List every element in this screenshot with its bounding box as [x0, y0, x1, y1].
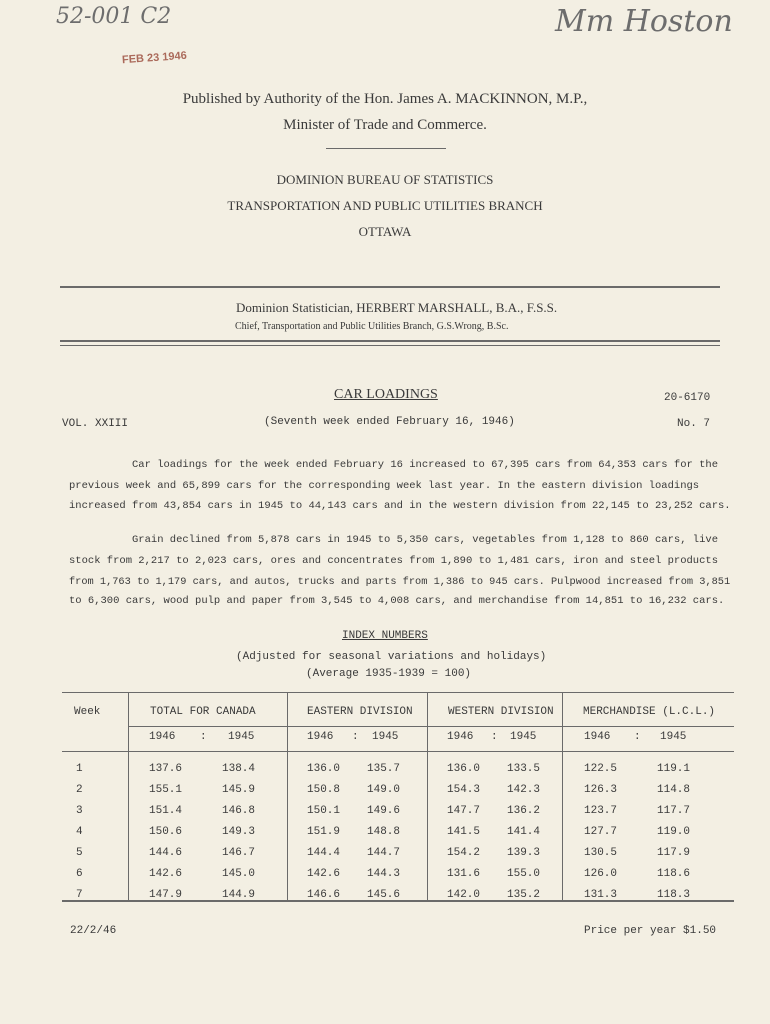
- index-value-cell: 135.7: [367, 763, 401, 775]
- index-value-cell: 136.0: [447, 763, 481, 775]
- table-subhead-rule-1: [129, 726, 287, 727]
- year-1946-merchandise: 1946: [584, 731, 611, 743]
- index-value-cell: 146.8: [222, 805, 256, 817]
- index-value-cell: 148.8: [367, 826, 401, 838]
- year-1946-western: 1946: [447, 731, 474, 743]
- index-value-cell: 142.3: [507, 784, 541, 796]
- index-value-cell: 119.1: [657, 763, 691, 775]
- table-col-rule-1: [128, 693, 129, 900]
- index-value-cell: 150.1: [307, 805, 341, 817]
- week-number-cell: 2: [76, 784, 83, 796]
- minister-line: Minister of Trade and Commerce.: [283, 117, 487, 133]
- week-number-cell: 1: [76, 763, 83, 775]
- year-1945-western: 1945: [510, 731, 537, 743]
- week-number-cell: 7: [76, 889, 83, 901]
- year-1945-total: 1945: [228, 731, 255, 743]
- footer-price: Price per year $1.50: [584, 925, 717, 937]
- index-value-cell: 146.7: [222, 847, 256, 859]
- index-value-cell: 130.5: [584, 847, 618, 859]
- paragraph2-line4: to 6,300 cars, wood pulp and paper from 3,545 to 4,008 cars, and merchandise from 14,851 to 16,232 cars.: [69, 595, 725, 607]
- table-top-rule: [62, 692, 734, 693]
- index-value-cell: 118.3: [657, 889, 691, 901]
- col-header-total-canada: TOTAL FOR CANADA: [150, 706, 256, 718]
- index-value-cell: 147.7: [447, 805, 481, 817]
- index-value-cell: 142.6: [307, 868, 341, 880]
- city-name: OTTAWA: [358, 224, 412, 239]
- report-subtitle: (Seventh week ended February 16, 1946): [264, 416, 515, 428]
- issue-number: No. 7: [677, 418, 711, 430]
- index-value-cell: 126.3: [584, 784, 618, 796]
- year-1945-eastern: 1945: [372, 731, 399, 743]
- report-title: CAR LOADINGS: [334, 387, 438, 402]
- sep-western: :: [491, 731, 498, 743]
- index-value-cell: 138.4: [222, 763, 256, 775]
- index-value-cell: 133.5: [507, 763, 541, 775]
- paragraph1-line1: Car loadings for the week ended February 16 increased to 67,395 cars from 64,353 cars for the: [132, 459, 718, 471]
- index-value-cell: 150.8: [307, 784, 341, 796]
- index-value-cell: 127.7: [584, 826, 618, 838]
- index-value-cell: 137.6: [149, 763, 183, 775]
- statistician-line: Dominion Statistician, HERBERT MARSHALL, B.A., F.S.S.: [236, 300, 558, 315]
- table-col-rule-3: [427, 693, 428, 900]
- paragraph1-line3: increased from 43,854 cars in 1945 to 44,143 cars and in the western division from 22,145 to 23,252 cars.: [69, 500, 731, 512]
- index-value-cell: 135.2: [507, 889, 541, 901]
- chief-line: Chief, Transportation and Public Utilities Branch, G.S.Wrong, B.Sc.: [235, 321, 509, 332]
- footer-date: 22/2/46: [70, 925, 117, 937]
- index-value-cell: 136.2: [507, 805, 541, 817]
- col-header-eastern: EASTERN DIVISION: [307, 706, 413, 718]
- index-value-cell: 155.1: [149, 784, 183, 796]
- double-rule-bottom: [60, 345, 720, 346]
- bureau-name: DOMINION BUREAU OF STATISTICS: [276, 172, 494, 187]
- week-number-cell: 4: [76, 826, 83, 838]
- signature-handwriting: Mm Hoston: [555, 4, 733, 39]
- report-code: 20-6170: [664, 392, 711, 404]
- index-value-cell: 145.6: [367, 889, 401, 901]
- index-value-cell: 126.0: [584, 868, 618, 880]
- sep-eastern: :: [352, 731, 359, 743]
- index-value-cell: 122.5: [584, 763, 618, 775]
- index-value-cell: 151.9: [307, 826, 341, 838]
- index-value-cell: 149.0: [367, 784, 401, 796]
- published-by-line: Published by Authority of the Hon. James A. MACKINNON, M.P.,: [182, 91, 588, 107]
- header-divider: [326, 148, 446, 149]
- paragraph2-line2: stock from 2,217 to 2,023 cars, ores and concentrates from 1,890 to 1,481 cars, iron and steel products: [69, 555, 719, 567]
- week-number-cell: 3: [76, 805, 83, 817]
- sep-total: :: [200, 731, 207, 743]
- index-value-cell: 144.6: [149, 847, 183, 859]
- col-header-week: Week: [74, 706, 101, 718]
- week-number-cell: 5: [76, 847, 83, 859]
- index-value-cell: 146.6: [307, 889, 341, 901]
- year-1945-merchandise: 1945: [660, 731, 687, 743]
- index-value-cell: 139.3: [507, 847, 541, 859]
- index-value-cell: 144.7: [367, 847, 401, 859]
- index-value-cell: 117.7: [657, 805, 691, 817]
- table-col-rule-2: [287, 693, 288, 900]
- index-heading: INDEX NUMBERS: [342, 630, 428, 642]
- catalog-handwriting: 52-001 C2: [56, 4, 172, 29]
- index-value-cell: 142.0: [447, 889, 481, 901]
- paragraph2-line1: Grain declined from 5,878 cars in 1945 to 5,350 cars, vegetables from 1,128 to 860 cars, live: [132, 534, 718, 546]
- index-value-cell: 141.4: [507, 826, 541, 838]
- index-value-cell: 136.0: [307, 763, 341, 775]
- index-value-cell: 131.6: [447, 868, 481, 880]
- paragraph2-line3: from 1,763 to 1,179 cars, and autos, trucks and parts from 1,386 to 945 cars. Pulpwood increased from 3,851: [69, 576, 731, 588]
- volume-label: VOL. XXIII: [62, 418, 129, 430]
- top-rule: [60, 286, 720, 288]
- col-header-western: WESTERN DIVISION: [448, 706, 554, 718]
- index-value-cell: 145.9: [222, 784, 256, 796]
- index-value-cell: 144.3: [367, 868, 401, 880]
- table-subhead-rule-4: [563, 726, 734, 727]
- index-value-cell: 144.4: [307, 847, 341, 859]
- index-value-cell: 154.3: [447, 784, 481, 796]
- index-value-cell: 142.6: [149, 868, 183, 880]
- index-value-cell: 123.7: [584, 805, 618, 817]
- index-value-cell: 151.4: [149, 805, 183, 817]
- index-note-average: (Average 1935-1939 = 100): [306, 668, 472, 680]
- col-header-merchandise: MERCHANDISE (L.C.L.): [583, 706, 716, 718]
- year-1946-total: 1946: [149, 731, 176, 743]
- index-value-cell: 118.6: [657, 868, 691, 880]
- index-value-cell: 114.8: [657, 784, 691, 796]
- index-value-cell: 145.0: [222, 868, 256, 880]
- index-note-adjusted: (Adjusted for seasonal variations and holidays): [236, 651, 547, 663]
- double-rule-top: [60, 340, 720, 342]
- table-subhead-rule-2: [288, 726, 427, 727]
- paragraph1-line2: previous week and 65,899 cars for the corresponding week last year. In the eastern division loadings: [69, 480, 700, 492]
- index-value-cell: 149.6: [367, 805, 401, 817]
- index-value-cell: 131.3: [584, 889, 618, 901]
- index-value-cell: 150.6: [149, 826, 183, 838]
- table-col-rule-4: [562, 693, 563, 900]
- index-value-cell: 155.0: [507, 868, 541, 880]
- week-number-cell: 6: [76, 868, 83, 880]
- table-subhead-rule-3: [428, 726, 562, 727]
- index-value-cell: 117.9: [657, 847, 691, 859]
- index-value-cell: 144.9: [222, 889, 256, 901]
- index-value-cell: 119.0: [657, 826, 691, 838]
- index-value-cell: 147.9: [149, 889, 183, 901]
- branch-name: TRANSPORTATION AND PUBLIC UTILITIES BRANCH: [227, 198, 543, 213]
- year-1946-eastern: 1946: [307, 731, 334, 743]
- received-date-stamp: FEB 23 1946: [121, 49, 188, 67]
- index-value-cell: 141.5: [447, 826, 481, 838]
- index-value-cell: 154.2: [447, 847, 481, 859]
- sep-merchandise: :: [634, 731, 641, 743]
- index-value-cell: 149.3: [222, 826, 256, 838]
- table-head-rule: [62, 751, 734, 752]
